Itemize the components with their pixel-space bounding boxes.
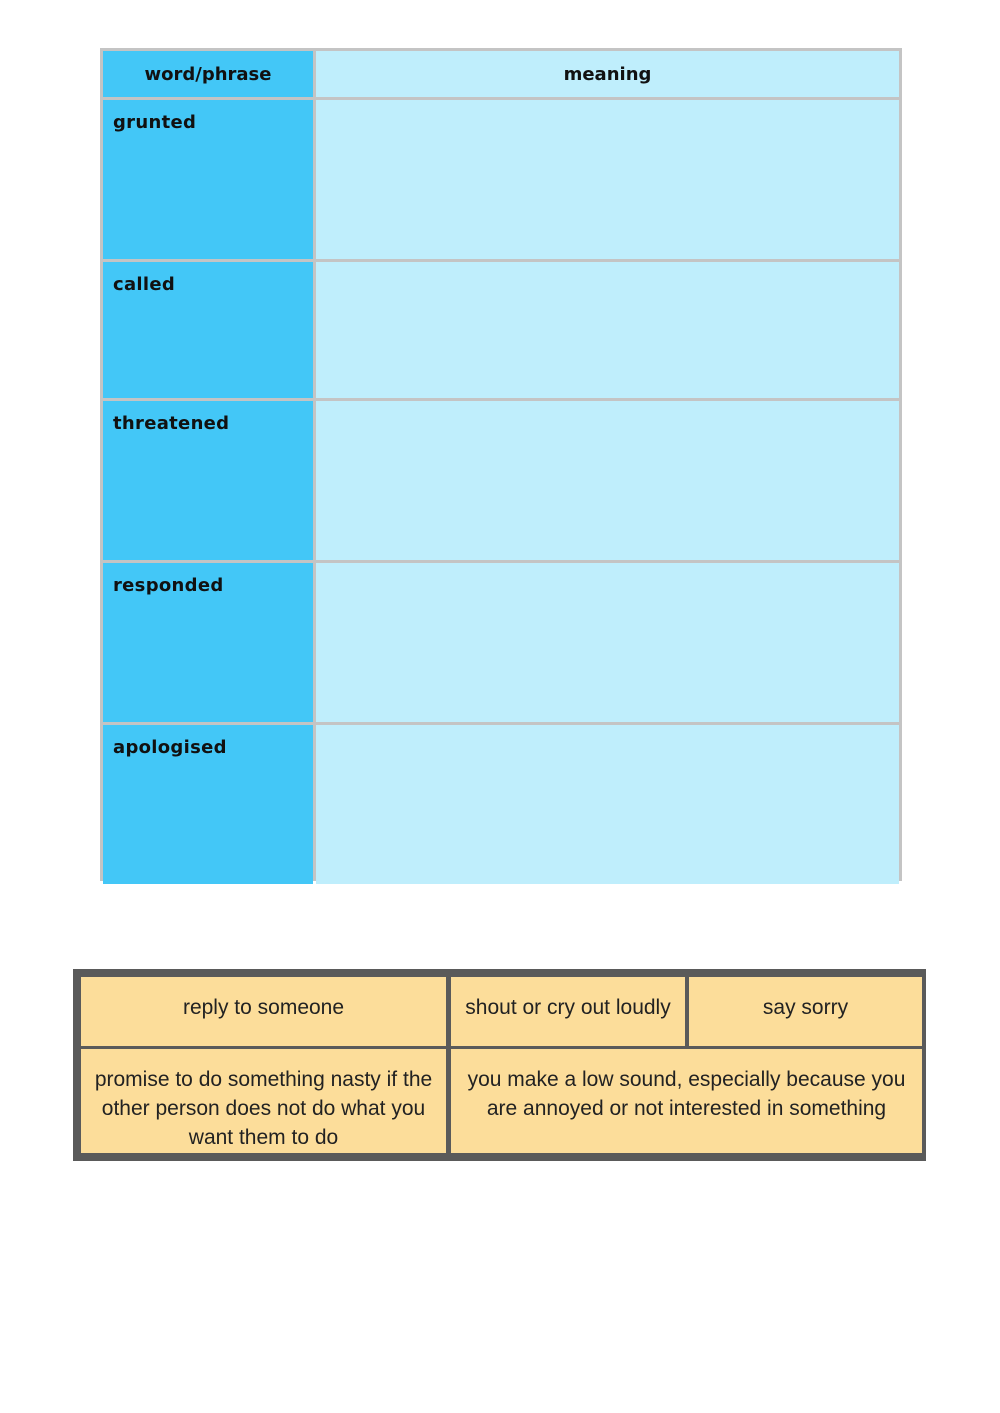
definition-card[interactable]: reply to someone	[81, 977, 446, 1046]
header-meaning: meaning	[316, 51, 899, 97]
word-cell-grunted: grunted	[103, 100, 313, 259]
definition-card[interactable]: say sorry	[689, 977, 922, 1046]
word-cell-apologised: apologised	[103, 725, 313, 884]
meaning-cell-grunted[interactable]	[316, 100, 899, 259]
definition-card[interactable]: promise to do something nasty if the other person does not do what you want them to do	[81, 1049, 446, 1153]
header-word-phrase: word/phrase	[103, 51, 313, 97]
meaning-cell-threatened[interactable]	[316, 401, 899, 560]
word-cell-threatened: threatened	[103, 401, 313, 560]
meaning-cell-responded[interactable]	[316, 563, 899, 722]
word-cell-responded: responded	[103, 563, 313, 722]
definition-card[interactable]: you make a low sound, especially because you are annoyed or not interested in something	[451, 1049, 922, 1153]
word-cell-called: called	[103, 262, 313, 398]
definition-card[interactable]: shout or cry out loudly	[451, 977, 685, 1046]
meaning-cell-apologised[interactable]	[316, 725, 899, 884]
definition-cards-box	[73, 969, 926, 1161]
meaning-cell-called[interactable]	[316, 262, 899, 398]
vocabulary-table	[100, 48, 902, 881]
